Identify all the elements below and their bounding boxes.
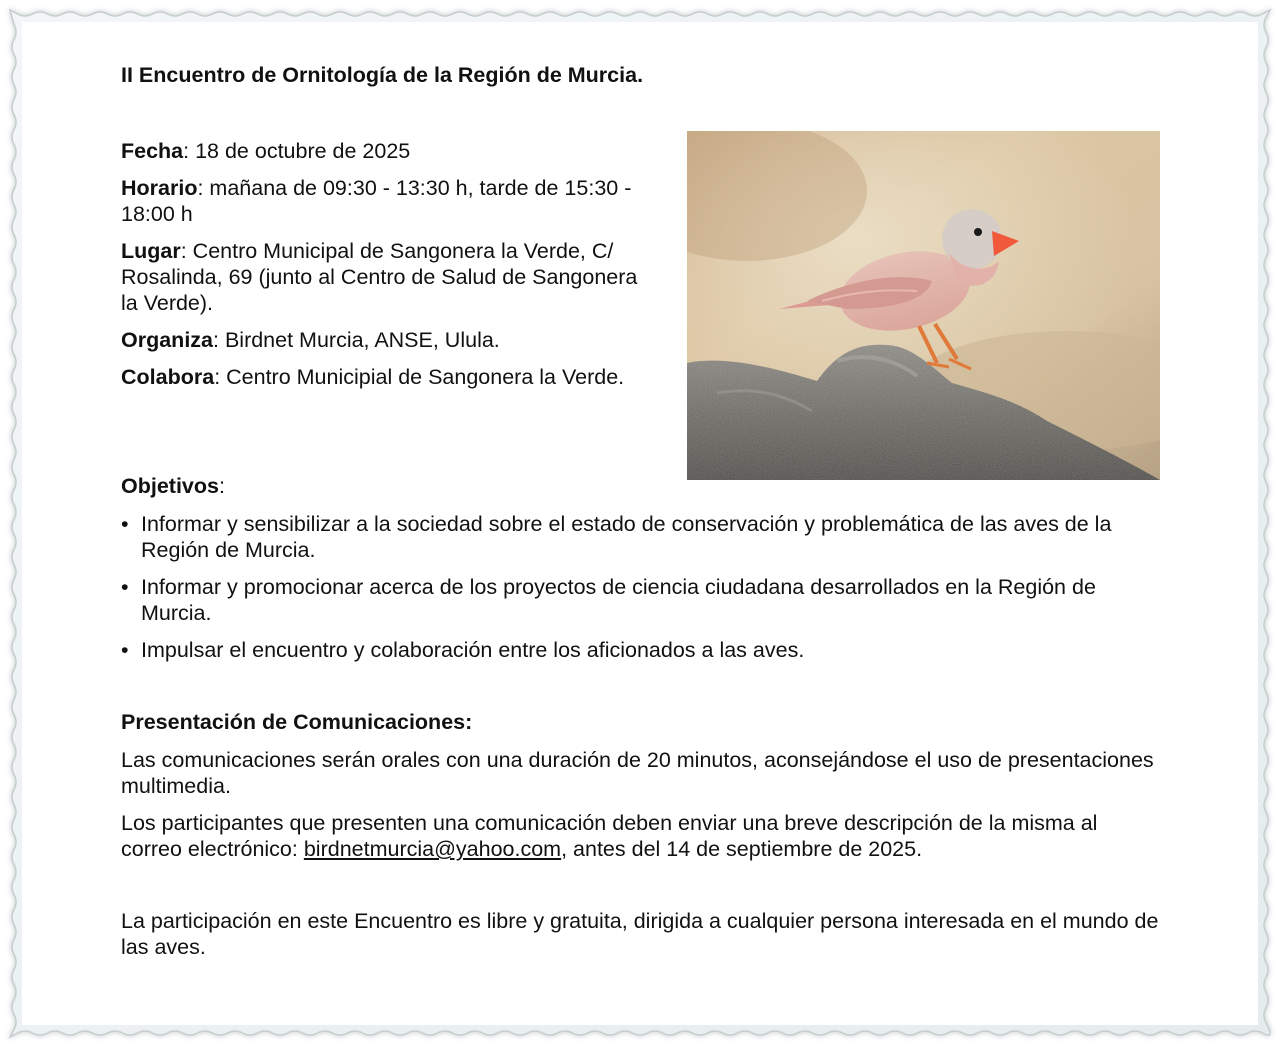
value-colabora: : Centro Municipial de Sangonera la Verde.	[214, 365, 625, 389]
objetivos-heading-suffix: :	[218, 474, 225, 498]
list-item-text: Informar y promocionar acerca de los proyectos de ciencia ciudadana desarrollados en la Región de Murcia.	[141, 575, 1096, 625]
paragraph-2-tail: , antes del 14 de septiembre de 2025.	[561, 837, 923, 861]
info-lugar	[121, 238, 651, 316]
document-title: II Encuentro de Ornitología de la Región de Murcia.	[121, 63, 644, 87]
list-item-text: Impulsar el encuentro y colaboración entre los aficionados a las aves.	[141, 638, 805, 662]
label-fecha: Fecha	[121, 139, 184, 163]
value-organiza: : Birdnet Murcia, ANSE, Ulula.	[213, 328, 500, 352]
label-lugar: Lugar	[121, 239, 181, 263]
list-item	[121, 511, 1161, 563]
bullet-icon: •	[121, 512, 129, 536]
objetivos-heading-label: Objetivos	[121, 474, 219, 498]
bird-photo	[687, 131, 1160, 480]
presentacion-paragraph-1: Las comunicaciones serán orales con una duración de 20 minutos, aconsejándose el uso de presentaciones multimedia.	[121, 748, 1154, 798]
value-horario: : mañana de 09:30 - 13:30 h, tarde de 15:30 - 18:00 h	[121, 176, 632, 226]
trumpeter-finch-image	[687, 131, 1160, 480]
info-horario	[121, 175, 651, 227]
presentacion-paragraph-2	[121, 810, 1161, 862]
presentacion-section	[121, 709, 1161, 873]
list-item-text: Informar y sensibilizar a la sociedad sobre el estado de conservación y problemática de las aves de la Región de Murcia.	[141, 512, 1112, 562]
objetivos-heading	[121, 473, 1161, 499]
paragraph-2-text: Los participantes que presenten una comunicación deben enviar una breve descripción de la misma al correo electrónico:	[121, 811, 1098, 861]
value-fecha: : 18 de octubre de 2025	[183, 139, 411, 163]
list-item	[121, 637, 1161, 663]
objetivos-section	[121, 473, 1161, 674]
presentacion-heading: Presentación de Comunicaciones:	[121, 710, 473, 734]
info-colabora	[121, 364, 651, 390]
closing-section	[121, 908, 1161, 960]
label-colabora: Colabora	[121, 365, 215, 389]
bullet-icon: •	[121, 575, 129, 599]
bullet-icon: •	[121, 638, 129, 662]
info-fecha	[121, 138, 651, 164]
event-info	[121, 138, 651, 401]
objetivos-list	[121, 511, 1161, 663]
value-lugar: : Centro Municipal de Sangonera la Verde, C/ Rosalinda, 69 (junto al Centro de Salud de Sangonera la Verde).	[121, 239, 638, 315]
list-item	[121, 574, 1161, 626]
label-organiza: Organiza	[121, 328, 213, 352]
info-organiza	[121, 327, 651, 353]
label-horario: Horario	[121, 176, 198, 200]
email-link[interactable]: birdnetmurcia@yahoo.com	[303, 837, 562, 861]
closing-paragraph: La participación en este Encuentro es libre y gratuita, dirigida a cualquier persona interesada en el mundo de las aves.	[121, 909, 1159, 959]
